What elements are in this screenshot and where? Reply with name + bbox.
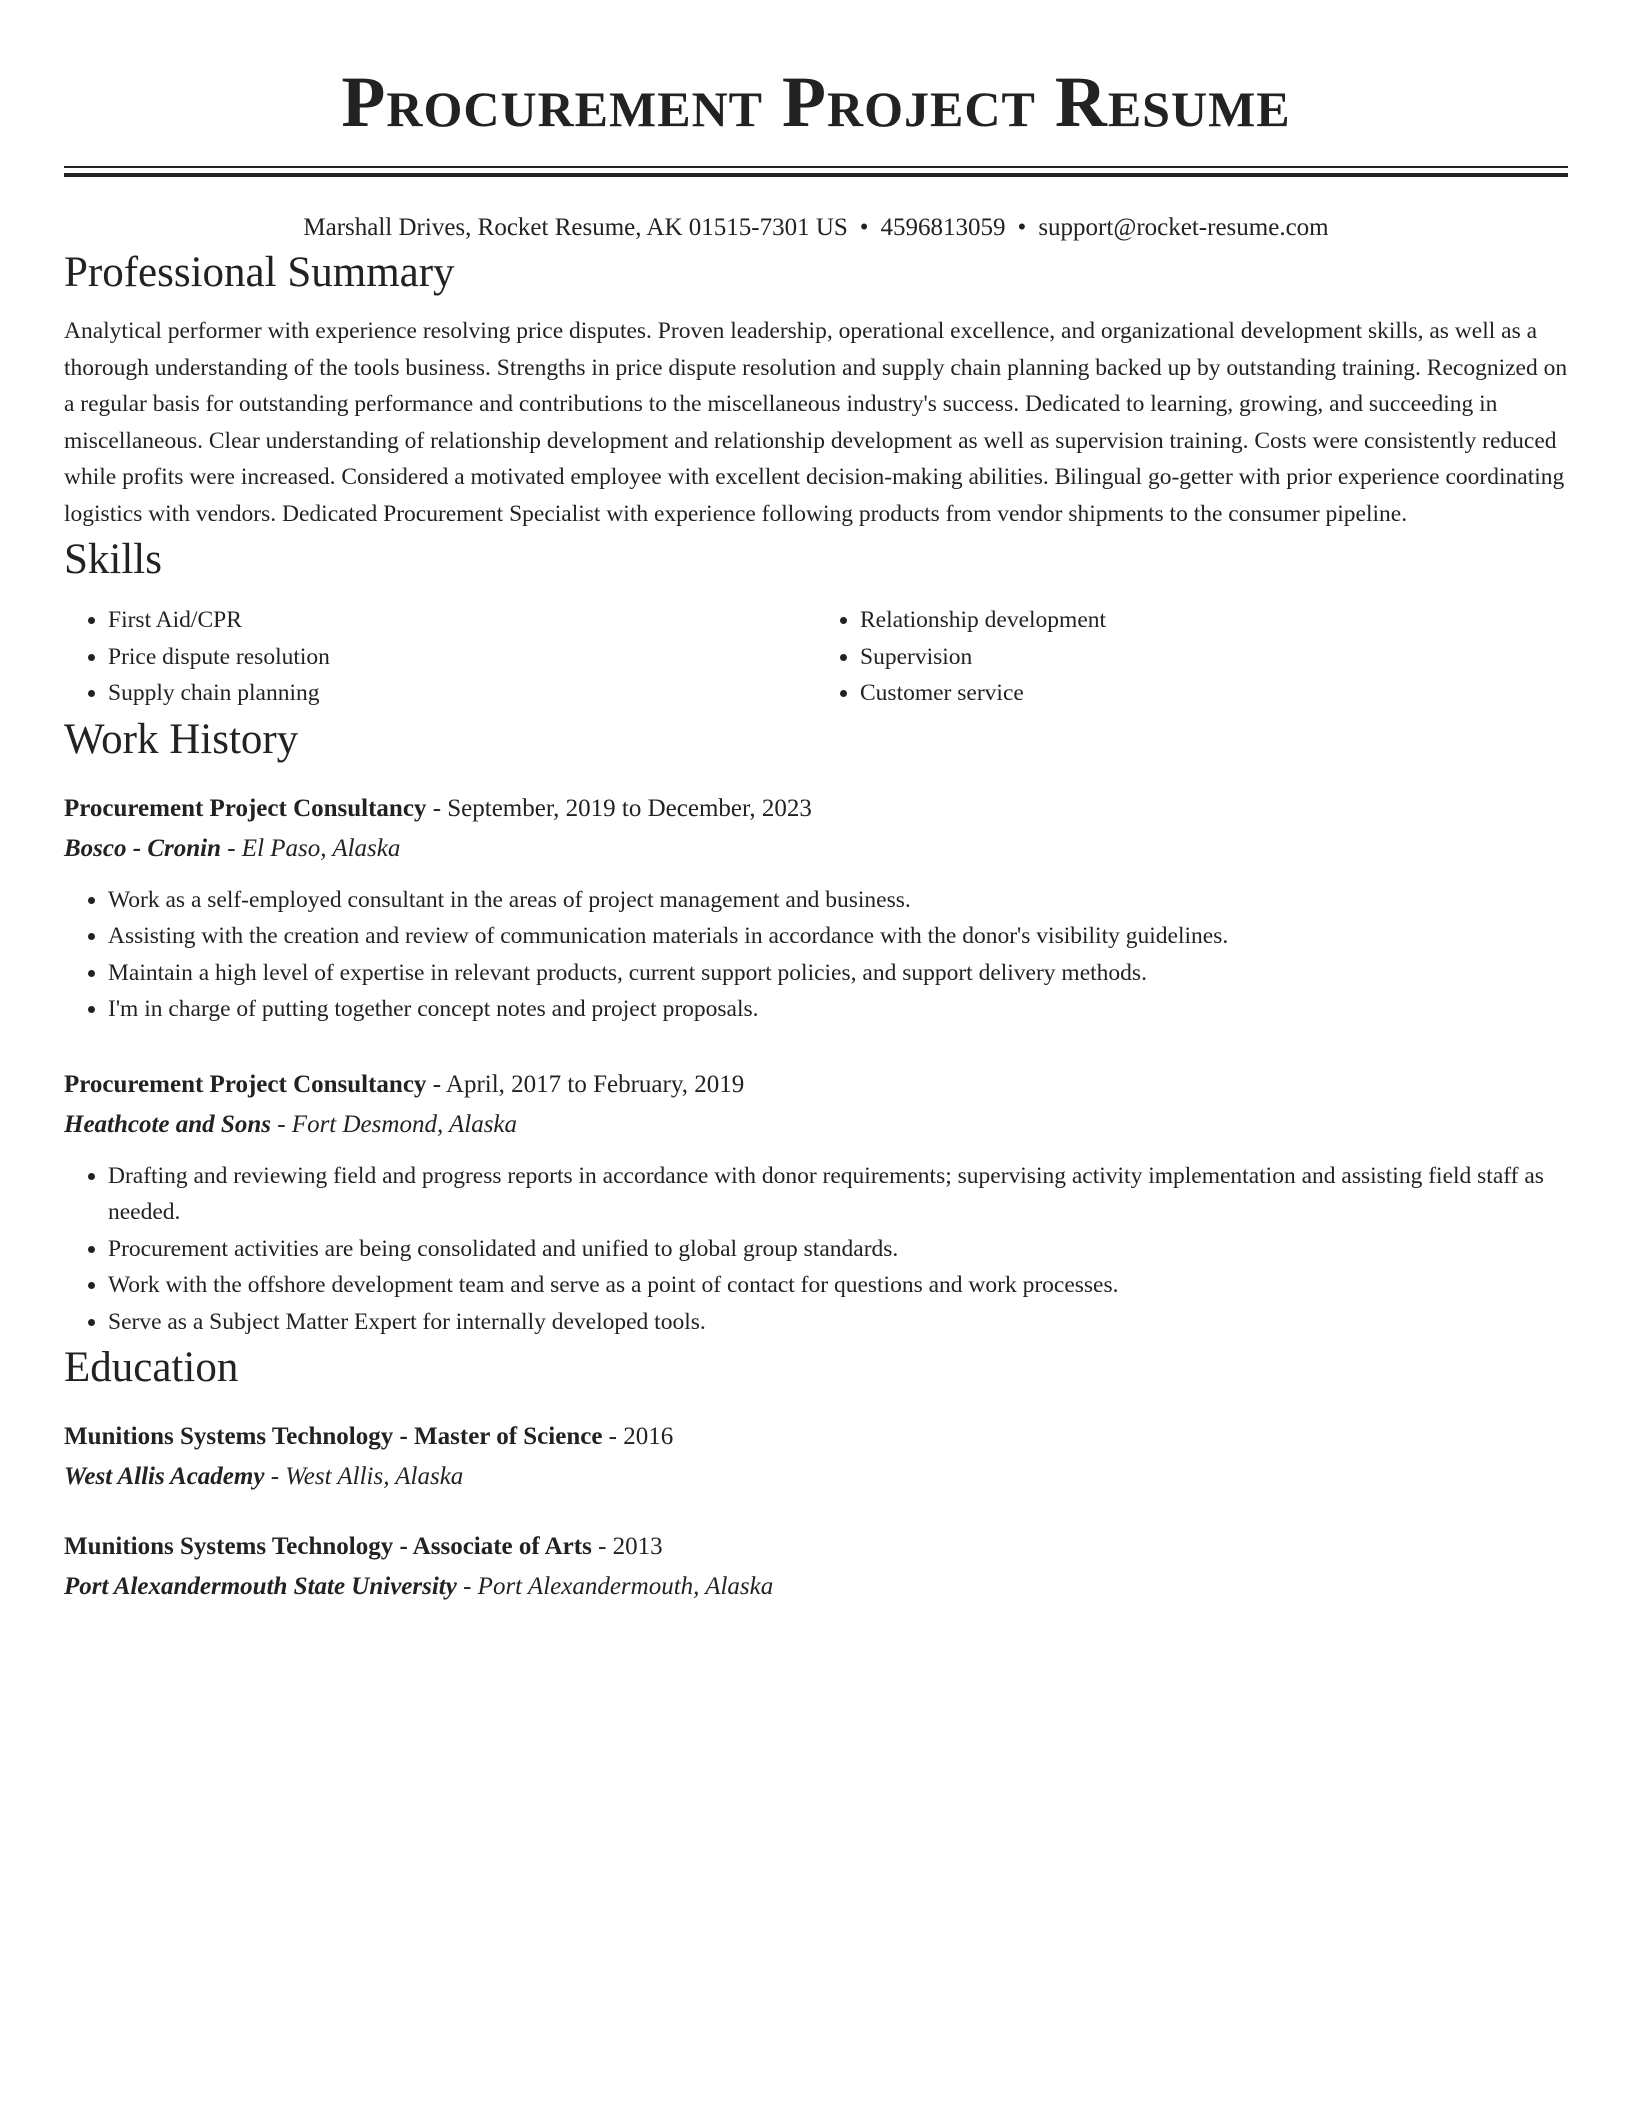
duty-item: • Assisting with the creation and review of communication materials in accordance with the donor's visibility guidelines.	[108, 918, 1568, 955]
company-line	[64, 1106, 1568, 1144]
degree-year: - 2016	[608, 1423, 674, 1450]
degree-name: Munitions Systems Technology - Associate of Arts	[64, 1533, 592, 1560]
work-history-heading: Work History	[64, 715, 299, 763]
school-name: Port Alexandermouth State University	[64, 1573, 457, 1600]
duty-item: • Work with the offshore development team and serve as a point of contact for questions and work processes.	[108, 1267, 1568, 1304]
education-heading: Education	[64, 1344, 239, 1391]
degree-name: Munitions Systems Technology - Master of Science	[64, 1423, 603, 1450]
school-name: West Allis Academy	[64, 1463, 265, 1490]
skill-item: • Price dispute resolution	[108, 639, 816, 676]
school-line	[64, 1458, 1568, 1496]
skill-item: • Relationship development	[860, 602, 1568, 639]
skills-column-right	[816, 602, 1568, 712]
duty-item: • Maintain a high level of expertise in relevant products, current support policies, and support delivery methods.	[108, 955, 1568, 992]
skill-item: • Supply chain planning	[108, 675, 816, 712]
company-location: - Fort Desmond, Alaska	[277, 1110, 518, 1138]
duty-item: • Drafting and reviewing field and progress reports in accordance with donor requirements; supervising activity implementation and assisting field staff as needed.	[108, 1158, 1568, 1231]
job-entry	[64, 1066, 1568, 1341]
school-line	[64, 1568, 1568, 1606]
school-location: - West Allis, Alaska	[270, 1463, 464, 1490]
degree-year: - 2013	[598, 1533, 663, 1560]
skill-item: • Customer service	[860, 675, 1568, 712]
contact-separator: •	[859, 214, 869, 241]
job-title-line	[64, 1066, 1568, 1104]
contact-address: Marshall Drives, Rocket Resume, AK 01515-7301 US	[303, 214, 848, 241]
education-entry	[64, 1418, 1568, 1496]
job-title-line	[64, 790, 1568, 828]
summary-text: Analytical performer with experience resolving price disputes. Proven leadership, operational excellence, and organizational development skills, as well as a thorough understanding of the tools business. Strengths in price dispute resolution and supply chain planning backed up by outstanding training. Recognized on a regular basis for outstanding performance and contributions to the miscellaneous industry's success. Dedicated to learning, growing, and succeeding in miscellaneous. Clear understanding of relationship development and relationship development as well as supervision training. Costs were consistently reduced while profits were increased. Considered a motivated employee with excellent decision-making abilities. Bilingual go-getter with prior experience coordinating logistics with vendors. Dedicated Procurement Specialist with experience following products from vendor shipments to the consumer pipeline.	[64, 318, 1568, 527]
duty-item: • Serve as a Subject Matter Expert for internally developed tools.	[108, 1304, 1568, 1341]
company-name: Bosco - Cronin	[64, 834, 221, 862]
duty-item: • Procurement activities are being consolidated and unified to global group standards.	[108, 1231, 1568, 1268]
degree-line	[64, 1528, 1568, 1566]
job-title: Procurement Project Consultancy	[64, 794, 427, 822]
company-name: Heathcote and Sons	[64, 1110, 271, 1138]
company-line	[64, 830, 1568, 868]
contact-line	[64, 211, 1568, 245]
job-title: Procurement Project Consultancy	[64, 1070, 427, 1098]
school-location: - Port Alexandermouth, Alaska	[463, 1573, 774, 1600]
skills-column-left	[64, 602, 816, 712]
contact-separator: •	[1017, 214, 1027, 241]
skill-item: • Supervision	[860, 639, 1568, 676]
duty-item: • I'm in charge of putting together concept notes and project proposals.	[108, 991, 1568, 1028]
job-dates: - April, 2017 to February, 2019	[432, 1070, 745, 1098]
degree-line	[64, 1418, 1568, 1456]
duty-item: • Work as a self-employed consultant in the areas of project management and business.	[108, 882, 1568, 919]
job-duties	[64, 882, 1568, 1028]
title-divider	[64, 166, 1568, 177]
contact-phone: 4596813059	[880, 214, 1006, 241]
skill-item: • First Aid/CPR	[108, 602, 816, 639]
job-duties	[64, 1158, 1568, 1341]
skills-list	[64, 602, 1568, 712]
contact-email: support@rocket-resume.com	[1038, 214, 1329, 241]
job-entry	[64, 790, 1568, 1028]
skills-heading: Skills	[64, 536, 162, 583]
job-dates: - September, 2019 to December, 2023	[432, 794, 812, 822]
page-title: Procurement Project Resume	[341, 62, 1291, 142]
summary-heading: Professional Summary	[64, 249, 455, 296]
company-location: - El Paso, Alaska	[227, 834, 401, 862]
education-entry	[64, 1528, 1568, 1606]
